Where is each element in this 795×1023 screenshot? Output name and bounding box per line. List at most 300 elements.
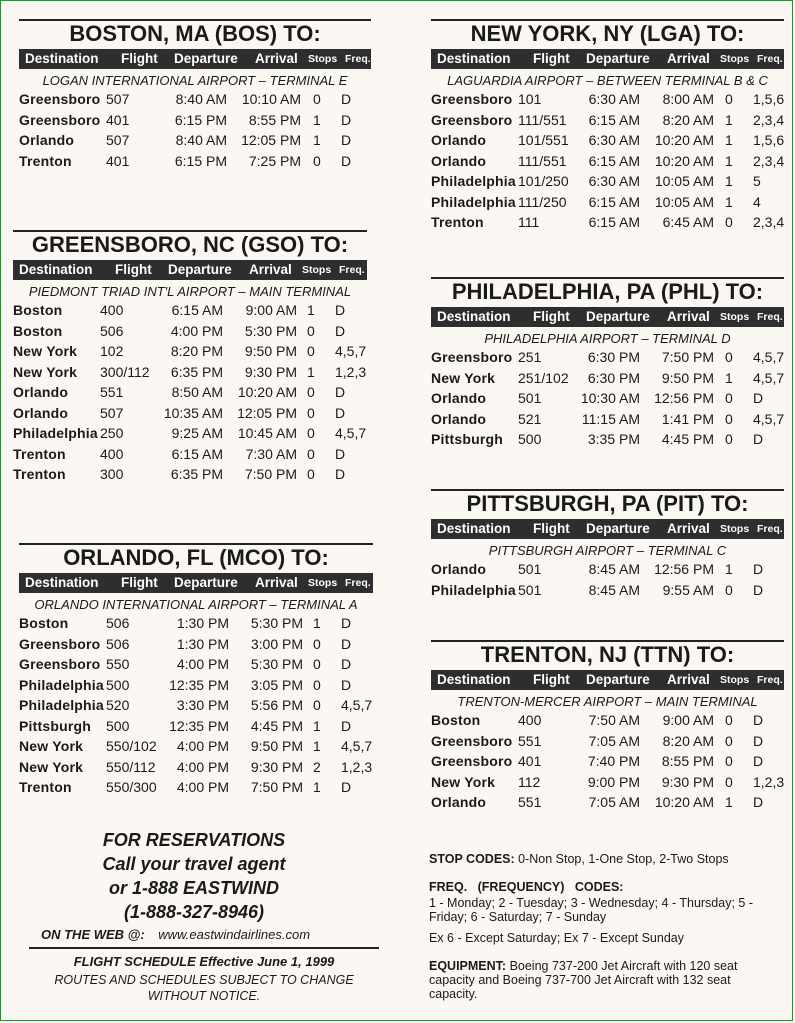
header-stops: Stops <box>308 53 338 65</box>
cell-flight: 521 <box>518 410 542 427</box>
cell-freq: 2,3,4 <box>753 111 785 128</box>
table-row <box>431 368 784 389</box>
cell-dest: Greensboro <box>431 753 513 769</box>
cell-dest: Boston <box>431 712 481 728</box>
header-flight: Flight <box>121 575 158 590</box>
cell-freq: D <box>341 635 352 652</box>
cell-freq: 2,3,4 <box>753 214 785 230</box>
table-row <box>431 212 784 233</box>
cell-dest: Orlando <box>431 561 487 577</box>
cell-freq: 4 <box>753 193 761 210</box>
cell-stops: 0 <box>725 214 733 230</box>
section-ttn <box>431 640 784 813</box>
cell-dep: 4:00 PM <box>170 322 223 339</box>
cell-arr: 10:10 AM <box>241 91 301 107</box>
cell-flight: 500 <box>106 676 130 693</box>
header-stops: Stops <box>308 577 338 589</box>
cell-dest: Pittsburgh <box>19 717 91 734</box>
header-destination: Destination <box>437 521 511 536</box>
cell-flight: 250 <box>100 425 124 441</box>
header-destination: Destination <box>25 575 99 590</box>
cell-dest: Greensboro <box>19 91 101 107</box>
cell-stops: 1 <box>313 738 321 754</box>
cell-stops: 1 <box>725 111 733 128</box>
table-row <box>431 171 784 192</box>
cell-dep: 4:00 PM <box>176 738 229 754</box>
cell-dest: New York <box>13 363 78 380</box>
flight-rows <box>13 300 367 485</box>
cell-freq: 4,5,7 <box>335 425 367 441</box>
header-departure: Departure <box>586 51 650 66</box>
table-header <box>431 670 784 690</box>
table-row <box>431 192 784 213</box>
cell-dep: 10:30 AM <box>580 390 640 406</box>
header-flight: Flight <box>115 262 152 277</box>
cell-arr: 5:56 PM <box>250 697 303 713</box>
cell-freq: D <box>341 91 352 107</box>
cell-stops: 0 <box>725 712 733 728</box>
cell-stops: 0 <box>725 410 733 427</box>
flight-rows <box>19 613 373 798</box>
table-row <box>19 151 371 172</box>
airport-name: ORLANDO INTERNATIONAL AIRPORT – TERMINAL A <box>34 597 358 612</box>
cell-flight: 400 <box>100 302 124 318</box>
cell-freq: D <box>335 302 346 318</box>
header-destination: Destination <box>25 51 99 66</box>
section-bos <box>19 19 371 171</box>
cell-dep: 1:30 PM <box>176 615 229 631</box>
cell-dest: Trenton <box>13 466 66 482</box>
table-row <box>19 634 373 655</box>
cell-flight: 506 <box>106 635 130 652</box>
web-label: ON THE WEB @: <box>41 927 145 942</box>
header-departure: Departure <box>174 575 238 590</box>
cell-freq: 1,2,3 <box>341 758 373 775</box>
table-row <box>19 654 373 675</box>
schedule-effective-text: FLIGHT SCHEDULE Effective June 1, 1999 <box>73 954 335 969</box>
cell-stops: 0 <box>313 656 321 672</box>
cell-arr: 7:50 PM <box>250 779 303 795</box>
header-stops: Stops <box>302 264 332 276</box>
cell-stops: 0 <box>307 404 315 421</box>
cell-dest: Greensboro <box>431 732 513 749</box>
cell-freq: D <box>341 717 352 734</box>
cell-arr: 12:56 PM <box>654 561 714 577</box>
cell-dest: Philadelphia <box>19 697 104 713</box>
cell-dest: Orlando <box>13 404 69 421</box>
cell-flight: 112 <box>518 773 541 790</box>
cell-dep: 3:35 PM <box>587 431 640 447</box>
cell-stops: 0 <box>725 390 733 406</box>
table-row <box>19 110 371 131</box>
cell-flight: 111/551 <box>518 111 567 128</box>
cell-dest: Trenton <box>431 214 484 230</box>
cell-dest: New York <box>431 773 496 790</box>
section-lga <box>431 19 784 233</box>
cell-dep: 7:05 AM <box>588 794 640 810</box>
cell-flight: 111/551 <box>518 152 567 169</box>
cell-dest: Greensboro <box>19 635 101 652</box>
cell-arr: 10:05 AM <box>654 173 714 189</box>
cell-flight: 401 <box>106 152 130 169</box>
cell-arr: 12:05 PM <box>237 404 297 421</box>
cell-stops: 1 <box>307 363 315 380</box>
cell-arr: 4:45 PM <box>661 431 714 447</box>
schedule-effective <box>29 954 379 970</box>
cell-flight: 400 <box>100 445 124 462</box>
flight-rows <box>19 89 371 171</box>
cell-dep: 3:30 PM <box>176 697 229 713</box>
equipment-text: Boeing 737-200 Jet Aircraft with 120 seat capacity and Boeing 737-700 Jet Aircraft with 132 seat capacity. <box>429 959 738 1001</box>
cell-arr: 7:50 PM <box>661 349 714 365</box>
cell-freq: D <box>753 794 764 810</box>
cell-dest: New York <box>19 738 84 754</box>
cell-dest: Greensboro <box>19 656 101 672</box>
cell-stops: 1 <box>313 615 321 631</box>
cell-dest: Orlando <box>431 132 487 148</box>
cell-flight: 300 <box>100 466 124 482</box>
header-flight: Flight <box>533 521 570 536</box>
reservations-line-1: FOR RESERVATIONS <box>102 830 286 850</box>
cell-stops: 0 <box>725 91 733 107</box>
table-row <box>431 751 784 772</box>
cell-freq: 2,3,4 <box>753 152 785 169</box>
stop-codes-text: 0-Non Stop, 1-One Stop, 2-Two Stops <box>514 852 729 866</box>
cell-freq: 4,5,7 <box>753 410 785 427</box>
cell-stops: 0 <box>307 322 315 339</box>
cell-dep: 6:30 AM <box>588 132 640 148</box>
header-destination: Destination <box>437 309 511 324</box>
cell-arr: 5:30 PM <box>250 615 303 631</box>
cell-dest: Orlando <box>431 152 487 169</box>
table-header <box>431 49 784 69</box>
table-row <box>431 110 784 131</box>
cell-flight: 501 <box>518 390 542 406</box>
header-freq: Freq. <box>345 53 371 65</box>
section-title: ORLANDO, FL (MCO) TO: <box>19 543 373 570</box>
cell-stops: 1 <box>725 369 733 386</box>
cell-freq: 4,5,7 <box>341 697 373 713</box>
cell-flight: 401 <box>106 111 130 128</box>
cell-freq: D <box>341 779 352 795</box>
cell-flight: 111/250 <box>518 193 567 210</box>
header-freq: Freq. <box>757 523 783 535</box>
cell-arr: 9:50 PM <box>244 343 297 359</box>
cell-arr: 4:45 PM <box>250 717 303 734</box>
cell-flight: 501 <box>518 561 542 577</box>
cell-dep: 8:40 AM <box>175 132 227 148</box>
web-url-link[interactable]: www.eastwindairlines.com <box>158 927 311 942</box>
cell-arr: 9:00 AM <box>245 302 297 318</box>
cell-stops: 0 <box>307 445 315 462</box>
table-row <box>13 382 367 403</box>
flight-rows <box>431 347 784 450</box>
cell-dep: 7:05 AM <box>588 732 640 749</box>
header-arrival: Arrival <box>255 51 298 66</box>
flight-rows <box>431 89 784 233</box>
stop-codes-label: STOP CODES: <box>429 852 515 866</box>
flight-rows <box>431 710 784 813</box>
section-title: NEW YORK, NY (LGA) TO: <box>431 19 784 46</box>
cell-dep: 7:40 PM <box>587 753 640 769</box>
cell-freq: D <box>341 615 352 631</box>
table-row <box>13 403 367 424</box>
cell-dep: 9:25 AM <box>171 425 223 441</box>
cell-dep: 6:15 AM <box>588 193 640 210</box>
header-arrival: Arrival <box>249 262 292 277</box>
table-row <box>431 772 784 793</box>
cell-dest: Trenton <box>19 152 72 169</box>
table-row <box>13 321 367 342</box>
cell-dep: 10:35 AM <box>163 404 223 421</box>
table-row <box>19 716 373 737</box>
cell-freq: 5 <box>753 173 761 189</box>
cell-freq: D <box>341 676 352 693</box>
cell-freq: 1,5,6 <box>753 91 785 107</box>
cell-stops: 1 <box>725 173 733 189</box>
cell-flight: 251/102 <box>518 369 569 386</box>
airport-name: PHILADELPHIA AIRPORT – TERMINAL D <box>484 331 731 346</box>
cell-arr: 10:20 AM <box>654 152 714 169</box>
cell-dest: Orlando <box>431 410 487 427</box>
cell-freq: D <box>753 712 764 728</box>
cell-stops: 0 <box>313 152 321 169</box>
cell-dep: 4:00 PM <box>176 656 229 672</box>
table-row <box>431 409 784 430</box>
cell-flight: 551 <box>518 732 542 749</box>
cell-stops: 0 <box>307 384 315 400</box>
cell-dep: 4:00 PM <box>176 758 229 775</box>
cell-arr: 10:20 AM <box>654 132 714 148</box>
cell-dep: 6:15 PM <box>174 111 227 128</box>
header-flight: Flight <box>121 51 158 66</box>
cell-dep: 11:15 AM <box>581 410 640 427</box>
table-row <box>19 613 373 634</box>
cell-stops: 0 <box>725 431 733 447</box>
cell-arr: 8:20 AM <box>662 111 714 128</box>
header-flight: Flight <box>533 309 570 324</box>
cell-stops: 1 <box>313 717 321 734</box>
cell-dest: Orlando <box>431 794 487 810</box>
table-row <box>19 695 373 716</box>
web-line <box>41 927 310 942</box>
section-title: PITTSBURGH, PA (PIT) TO: <box>431 489 784 516</box>
table-header <box>13 260 367 280</box>
table-row <box>13 444 367 465</box>
cell-stops: 1 <box>307 302 315 318</box>
table-row <box>431 580 784 601</box>
header-stops: Stops <box>720 674 750 686</box>
cell-arr: 5:30 PM <box>250 656 303 672</box>
cell-freq: D <box>753 753 764 769</box>
cell-dep: 6:15 AM <box>588 111 640 128</box>
cell-dep: 6:15 PM <box>174 152 227 169</box>
freq-codes-text: 1 - Monday; 2 - Tuesday; 3 - Wednesday; 4 - Thursday; 5 - Friday; 6 - Saturday; 7 - Sunday <box>429 896 753 924</box>
cell-stops: 0 <box>725 773 733 790</box>
cell-freq: D <box>753 390 764 406</box>
table-row <box>13 464 367 485</box>
cell-dep: 9:00 PM <box>587 773 640 790</box>
cell-flight: 506 <box>106 615 130 631</box>
cell-freq: D <box>335 384 346 400</box>
cell-dep: 8:40 AM <box>175 91 227 107</box>
cell-dep: 6:15 AM <box>171 302 223 318</box>
cell-dest: Orlando <box>19 132 75 148</box>
header-departure: Departure <box>586 309 650 324</box>
table-row <box>431 89 784 110</box>
cell-freq: D <box>335 466 346 482</box>
table-row <box>431 731 784 752</box>
cell-flight: 501 <box>518 581 542 598</box>
section-title: TRENTON, NJ (TTN) TO: <box>431 640 784 667</box>
table-header <box>431 519 784 539</box>
header-arrival: Arrival <box>255 575 298 590</box>
cell-stops: 1 <box>313 779 321 795</box>
cell-dep: 8:50 AM <box>171 384 223 400</box>
header-stops: Stops <box>720 523 750 535</box>
header-freq: Freq. <box>339 264 365 276</box>
cell-flight: 550 <box>106 656 130 672</box>
header-destination: Destination <box>437 51 511 66</box>
header-freq: Freq. <box>757 311 783 323</box>
cell-flight: 102 <box>100 343 124 359</box>
cell-dep: 8:45 AM <box>588 561 640 577</box>
freq-codes-label-text: FREQ. (FREQUENCY) CODES: <box>429 880 624 894</box>
cell-stops: 0 <box>725 753 733 769</box>
cell-arr: 5:30 PM <box>244 322 297 339</box>
table-row <box>13 423 367 444</box>
cell-arr: 9:30 PM <box>661 773 714 790</box>
cell-dep: 1:30 PM <box>176 635 229 652</box>
cell-dep: 8:45 AM <box>588 581 640 598</box>
cell-freq: 4,5,7 <box>753 369 785 386</box>
cell-flight: 550/102 <box>106 738 157 754</box>
cell-arr: 9:30 PM <box>250 758 303 775</box>
cell-flight: 500 <box>106 717 130 734</box>
cell-dest: New York <box>431 369 496 386</box>
section-title: GREENSBORO, NC (GSO) TO: <box>13 230 367 257</box>
section-title: BOSTON, MA (BOS) TO: <box>19 19 371 46</box>
cell-dep: 6:30 AM <box>588 91 640 107</box>
cell-arr: 12:05 PM <box>241 132 301 148</box>
cell-arr: 8:00 AM <box>662 91 714 107</box>
table-row <box>431 710 784 731</box>
freq-codes-label <box>429 880 774 894</box>
cell-stops: 0 <box>725 732 733 749</box>
table-row <box>13 300 367 321</box>
header-flight: Flight <box>533 672 570 687</box>
cell-flight: 101/551 <box>518 132 569 148</box>
table-row <box>19 675 373 696</box>
cell-freq: 1,5,6 <box>753 132 785 148</box>
table-row <box>19 130 371 151</box>
cell-stops: 0 <box>313 635 321 652</box>
cell-dest: New York <box>19 758 84 775</box>
cell-dep: 6:15 AM <box>171 445 223 462</box>
cell-flight: 507 <box>106 132 130 148</box>
reservations-phone-number: (1-888-327-8946) <box>123 902 265 922</box>
cell-stops: 2 <box>313 758 321 775</box>
cell-dep: 6:35 PM <box>170 363 223 380</box>
cell-arr: 1:41 PM <box>661 410 714 427</box>
cell-stops: 1 <box>725 193 733 210</box>
cell-dep: 6:30 PM <box>587 349 640 365</box>
cell-arr: 9:55 AM <box>662 581 714 598</box>
cell-flight: 101 <box>518 91 542 107</box>
cell-stops: 0 <box>313 697 321 713</box>
cell-stops: 1 <box>725 152 733 169</box>
cell-dest: Philadelphia <box>431 193 516 210</box>
cell-stops: 0 <box>307 425 315 441</box>
cell-flight: 300/112 <box>100 363 150 380</box>
cell-arr: 8:20 AM <box>662 732 714 749</box>
cell-flight: 507 <box>100 404 124 421</box>
table-row <box>431 388 784 409</box>
cell-freq: D <box>335 404 346 421</box>
cell-arr: 8:55 PM <box>248 111 301 128</box>
cell-arr: 9:30 PM <box>244 363 297 380</box>
cell-freq: D <box>753 581 764 598</box>
cell-dest: Philadelphia <box>19 676 104 693</box>
header-freq: Freq. <box>345 577 371 589</box>
cell-dest: Boston <box>13 322 63 339</box>
header-stops: Stops <box>720 311 750 323</box>
table-row <box>19 757 373 778</box>
cell-dest: Philadelphia <box>431 581 516 598</box>
cell-stops: 1 <box>725 561 733 577</box>
cell-dest: Trenton <box>19 779 72 795</box>
table-row <box>431 559 784 580</box>
cell-dep: 4:00 PM <box>176 779 229 795</box>
airport-name: TRENTON-MERCER AIRPORT – MAIN TERMINAL <box>457 694 758 709</box>
cell-dep: 12:35 PM <box>169 676 229 693</box>
airport-name: PITTSBURGH AIRPORT – TERMINAL C <box>488 543 727 558</box>
section-phl <box>431 277 784 450</box>
cell-freq: D <box>335 445 346 462</box>
airport-name: LAGUARDIA AIRPORT – BETWEEN TERMINAL B & C <box>447 73 768 88</box>
divider <box>29 947 379 949</box>
table-row <box>431 429 784 450</box>
header-stops: Stops <box>720 53 750 65</box>
table-row <box>431 347 784 368</box>
cell-freq: D <box>335 322 346 339</box>
cell-dest: Philadelphia <box>13 425 98 441</box>
cell-freq: 1,2,3 <box>335 363 367 380</box>
cell-freq: 4,5,7 <box>335 343 367 359</box>
cell-dep: 6:15 AM <box>588 214 640 230</box>
header-departure: Departure <box>586 521 650 536</box>
cell-dep: 8:20 PM <box>170 343 223 359</box>
flight-rows <box>431 559 784 600</box>
reservations-phone-name: or 1-888 EASTWIND <box>108 878 280 898</box>
cell-dep: 7:50 AM <box>588 712 640 728</box>
table-row <box>19 736 373 757</box>
cell-freq: D <box>341 111 352 128</box>
cell-arr: 10:20 AM <box>654 794 714 810</box>
header-arrival: Arrival <box>667 309 710 324</box>
cell-flight: 551 <box>100 384 124 400</box>
table-row <box>431 792 784 813</box>
schedule-notice-1: ROUTES AND SCHEDULES SUBJECT TO CHANGE <box>54 973 354 987</box>
cell-flight: 506 <box>100 322 124 339</box>
cell-freq: D <box>341 132 352 148</box>
cell-stops: 1 <box>725 794 733 810</box>
equipment-label: EQUIPMENT: <box>429 959 507 973</box>
cell-arr: 6:45 AM <box>662 214 714 230</box>
table-row <box>19 777 373 798</box>
cell-arr: 7:30 AM <box>245 445 297 462</box>
cell-flight: 500 <box>518 431 542 447</box>
